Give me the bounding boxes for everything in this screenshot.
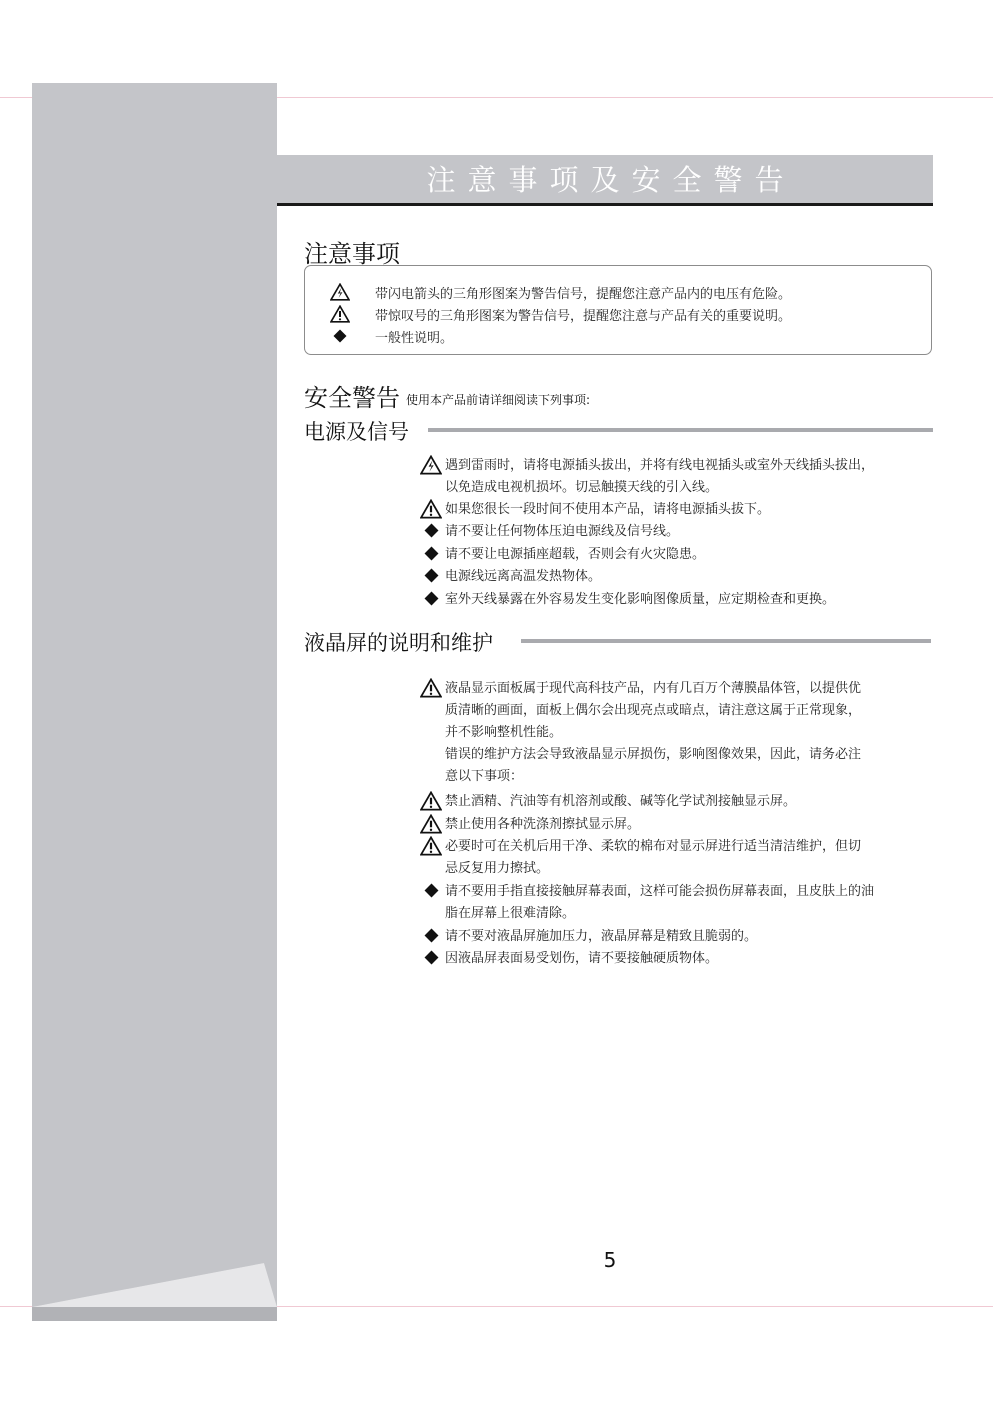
item-text-line: 遇到雷雨时，请将电源插头拔出，并将有线电视插头或室外天线插头拔出， [445, 458, 875, 473]
legend-item [305, 303, 791, 325]
item-text-line: 液晶显示面板属于现代高科技产品，内有几百万个薄膜晶体管，以提供优 [445, 681, 862, 696]
exclamation-warning-icon [305, 305, 375, 323]
lightning-warning-icon [305, 283, 375, 301]
list-item [417, 881, 931, 925]
safety-subnote: 使用本产品前请详细阅读下列事项: [406, 393, 591, 407]
list-item [417, 521, 945, 543]
notes-heading: 注意事项 [304, 240, 400, 268]
item-text-line: 质清晰的画面，面板上偶尔会出现亮点或暗点，请注意这属于正常现象， [445, 703, 862, 718]
item-text-line: 电源线远离高温发热物体。 [445, 569, 602, 584]
list-item [417, 544, 945, 566]
diamond-bullet-icon [305, 329, 375, 343]
page-number: 5 [603, 1248, 617, 1272]
item-text-line: 以免造成电视机损坏。切忌触摸天线的引入线。 [445, 480, 719, 495]
list-item [417, 566, 945, 588]
item-text-line: 请不要对液晶屏施加压力，液晶屏幕是精致且脆弱的。 [445, 929, 758, 944]
list-item [417, 814, 931, 836]
legend-text: 带惊叹号的三角形图案为警告信号，提醒您注意与产品有关的重要说明。 [375, 308, 792, 324]
list-item [417, 455, 945, 499]
exclamation-warning-icon [417, 814, 445, 836]
item-text-line: 请不要用手指直接接触屏幕表面，这样可能会损伤屏幕表面，且皮肤上的油 [445, 884, 875, 899]
diamond-bullet-icon [417, 881, 445, 925]
list-item [417, 791, 931, 813]
item-text-line: 室外天线暴露在外容易发生变化影响图像质量，应定期检查和更换。 [445, 592, 836, 607]
lcd-section-rule [521, 639, 931, 643]
item-text-line: 并不影响整机性能。 [445, 725, 563, 740]
safety-heading-text: 安全警告 [304, 384, 400, 412]
lightning-warning-icon [417, 455, 445, 499]
sidebar-corner-shape [32, 1251, 277, 1321]
list-item [417, 948, 931, 970]
item-text-line: 禁止酒精、汽油等有机溶剂或酸、碱等化学试剂接触显示屏。 [445, 794, 797, 809]
lcd-section-heading: 液晶屏的说明和维护 [304, 631, 493, 655]
list-item [417, 589, 945, 611]
item-text-line: 请不要让任何物体压迫电源线及信号线。 [445, 524, 680, 539]
item-text-line: 意以下事项： [445, 769, 524, 784]
item-text-line: 必要时可在关机后用干净、柔软的棉布对显示屏进行适当清洁维护，但切 [445, 839, 862, 854]
legend-item [305, 281, 791, 303]
exclamation-warning-icon [417, 791, 445, 813]
diamond-bullet-icon [417, 544, 445, 566]
exclamation-warning-icon [417, 836, 445, 880]
list-item [417, 678, 931, 788]
diamond-bullet-icon [417, 521, 445, 543]
item-text-line: 如果您很长一段时间不使用本产品，请将电源插头拔下。 [445, 502, 771, 517]
item-text-line: 禁止使用各种洗涤剂擦拭显示屏。 [445, 817, 641, 832]
list-item [417, 926, 931, 948]
safety-heading [304, 378, 590, 413]
legend-item [305, 325, 453, 347]
exclamation-warning-icon [417, 499, 445, 521]
power-section-heading: 电源及信号 [304, 420, 409, 444]
item-text-line: 请不要让电源插座超载，否则会有火灾隐患。 [445, 547, 706, 562]
power-section-rule [428, 428, 933, 432]
legend-text: 带闪电箭头的三角形图案为警告信号，提醒您注意产品内的电压有危险。 [375, 286, 792, 302]
diamond-bullet-icon [417, 589, 445, 611]
item-text-line: 错误的维护方法会导致液晶显示屏损伤，影响图像效果，因此，请务必注 [445, 747, 862, 762]
item-text-line: 忌反复用力擦拭。 [445, 861, 550, 876]
exclamation-warning-icon [417, 678, 445, 788]
legend-text: 一般性说明。 [375, 330, 454, 346]
diamond-bullet-icon [417, 926, 445, 948]
item-text-line: 因液晶屏表面易受划伤，请不要接触硬质物体。 [445, 951, 719, 966]
list-item [417, 836, 931, 880]
legend-box [304, 265, 932, 355]
page-title: 注意事项及安全警告 [426, 162, 796, 197]
list-item [417, 499, 945, 521]
item-text-line: 脂在屏幕上很难清除。 [445, 906, 576, 921]
left-sidebar-panel [32, 83, 277, 1321]
diamond-bullet-icon [417, 566, 445, 588]
diamond-bullet-icon [417, 948, 445, 970]
page-title-band [277, 155, 933, 206]
